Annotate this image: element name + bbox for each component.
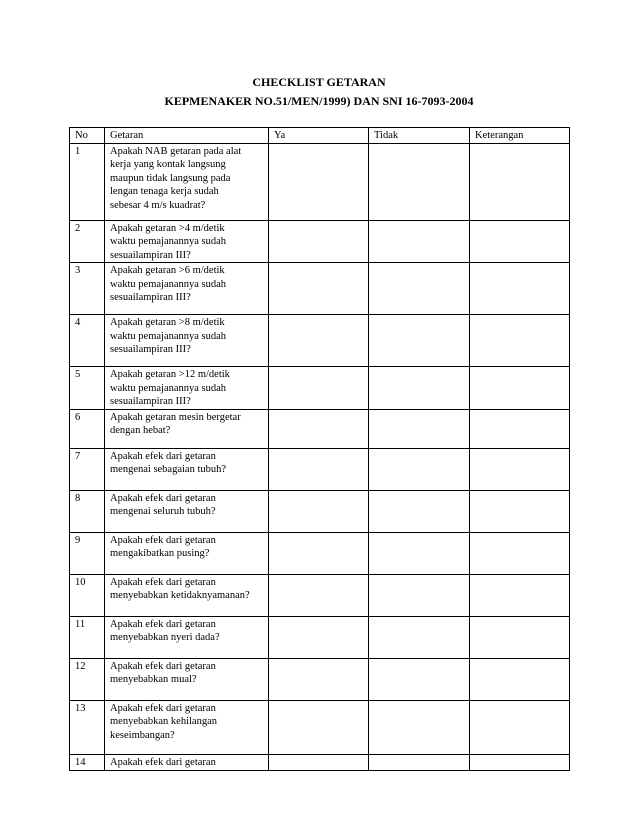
- question-line: sebesar 4 m/s kuadrat?: [110, 199, 206, 211]
- question-cell: [105, 616, 269, 658]
- question-line: mengakibatkan pusing?: [110, 548, 210, 559]
- row-number: 1: [70, 143, 105, 220]
- row-number: 10: [70, 574, 105, 616]
- ya-cell[interactable]: [269, 754, 369, 770]
- ya-cell[interactable]: [269, 220, 369, 263]
- question-line: sesuailampiran III?: [110, 396, 191, 407]
- document-title: CHECKLIST GETARAN: [252, 75, 386, 89]
- keterangan-cell[interactable]: [470, 574, 570, 616]
- question-line: maupun tidak langsung pada: [110, 172, 231, 184]
- checklist-table: [69, 127, 570, 771]
- keterangan-cell[interactable]: [470, 754, 570, 770]
- question-line: Apakah getaran mesin bergetar: [110, 411, 241, 423]
- row-number: 6: [70, 409, 105, 448]
- question-line: mengenai seluruh tubuh?: [110, 506, 216, 517]
- question-line: Apakah efek dari getaran: [110, 576, 216, 588]
- question-line: Apakah getaran >12 m/detik: [110, 369, 230, 380]
- question-line: menyebabkan kehilangan: [110, 716, 217, 727]
- tidak-cell[interactable]: [369, 658, 470, 700]
- ya-cell[interactable]: [269, 263, 369, 315]
- question-line: waktu pemajanannya sudah: [110, 330, 227, 342]
- row-number: 9: [70, 532, 105, 574]
- question-line: waktu pemajanannya sudah: [110, 382, 227, 394]
- keterangan-cell[interactable]: [470, 658, 570, 700]
- keterangan-cell[interactable]: [470, 220, 570, 263]
- tidak-cell[interactable]: [369, 574, 470, 616]
- ya-cell[interactable]: [269, 574, 369, 616]
- row-number: 3: [70, 263, 105, 315]
- row-number: 4: [70, 315, 105, 367]
- ya-cell[interactable]: [269, 448, 369, 490]
- question-cell: [105, 658, 269, 700]
- question-cell: [105, 409, 269, 448]
- ya-cell[interactable]: [269, 616, 369, 658]
- tidak-cell[interactable]: [369, 143, 470, 220]
- question-cell: [105, 263, 269, 315]
- header-tidak: Tidak: [369, 128, 470, 144]
- keterangan-cell[interactable]: [470, 490, 570, 532]
- keterangan-cell[interactable]: [470, 532, 570, 574]
- ya-cell[interactable]: [269, 367, 369, 410]
- question-line: dengan hebat?: [110, 425, 171, 436]
- header-getaran: Getaran: [105, 128, 269, 144]
- table-header-row: [70, 128, 570, 144]
- question-line: menyebabkan mual?: [110, 674, 197, 685]
- tidak-cell[interactable]: [369, 220, 470, 263]
- question-line: Apakah efek dari getaran: [110, 534, 216, 546]
- ya-cell[interactable]: [269, 700, 369, 754]
- question-line: keseimbangan?: [110, 729, 175, 741]
- tidak-cell[interactable]: [369, 490, 470, 532]
- keterangan-cell[interactable]: [470, 367, 570, 410]
- question-cell: [105, 574, 269, 616]
- question-cell: [105, 754, 269, 770]
- question-line: Apakah efek dari getaran: [110, 660, 216, 672]
- keterangan-cell[interactable]: [470, 263, 570, 315]
- tidak-cell[interactable]: [369, 754, 470, 770]
- question-line: kerja yang kontak langsung: [110, 159, 226, 170]
- keterangan-cell[interactable]: [470, 616, 570, 658]
- question-line: Apakah NAB getaran pada alat: [110, 145, 242, 157]
- question-line: waktu pemajanannya sudah: [110, 236, 227, 247]
- question-cell: [105, 490, 269, 532]
- question-cell: [105, 315, 269, 367]
- tidak-cell[interactable]: [369, 367, 470, 410]
- tidak-cell[interactable]: [369, 263, 470, 315]
- question-line: Apakah efek dari getaran: [110, 756, 216, 768]
- ya-cell[interactable]: [269, 143, 369, 220]
- question-cell: [105, 220, 269, 263]
- document-subtitle: KEPMENAKER NO.51/MEN/1999) DAN SNI 16-7093-2004: [164, 94, 474, 108]
- question-cell: [105, 367, 269, 410]
- question-cell: [105, 448, 269, 490]
- question-line: sesuailampiran III?: [110, 292, 191, 303]
- table-row: [70, 315, 570, 367]
- table-row: [70, 574, 570, 616]
- ya-cell[interactable]: [269, 315, 369, 367]
- table-row: [70, 367, 570, 410]
- ya-cell[interactable]: [269, 490, 369, 532]
- keterangan-cell[interactable]: [470, 143, 570, 220]
- keterangan-cell[interactable]: [470, 700, 570, 754]
- table-row: [70, 409, 570, 448]
- row-number: 2: [70, 220, 105, 263]
- header-keterangan: Keterangan: [470, 128, 570, 144]
- row-number: 13: [70, 700, 105, 754]
- row-number: 5: [70, 367, 105, 410]
- tidak-cell[interactable]: [369, 616, 470, 658]
- question-line: Apakah efek dari getaran: [110, 702, 216, 714]
- question-line: lengan tenaga kerja sudah: [110, 186, 219, 197]
- question-line: Apakah efek dari getaran: [110, 492, 216, 504]
- question-cell: [105, 532, 269, 574]
- tidak-cell[interactable]: [369, 700, 470, 754]
- question-line: sesuailampiran III?: [110, 249, 191, 261]
- keterangan-cell[interactable]: [470, 448, 570, 490]
- row-number: 8: [70, 490, 105, 532]
- tidak-cell[interactable]: [369, 409, 470, 448]
- question-line: menyebabkan ketidaknyamanan?: [110, 590, 250, 601]
- table-row: [70, 448, 570, 490]
- ya-cell[interactable]: [269, 658, 369, 700]
- question-line: Apakah getaran >6 m/detik: [110, 265, 225, 276]
- tidak-cell[interactable]: [369, 315, 470, 367]
- table-row: [70, 754, 570, 770]
- row-number: 12: [70, 658, 105, 700]
- table-row: [70, 700, 570, 754]
- question-line: Apakah getaran >4 m/detik: [110, 222, 225, 234]
- row-number: 14: [70, 754, 105, 770]
- ya-cell[interactable]: [269, 409, 369, 448]
- question-line: Apakah efek dari getaran: [110, 618, 216, 630]
- table-row: [70, 263, 570, 315]
- table-row: [70, 616, 570, 658]
- row-number: 11: [70, 616, 105, 658]
- question-line: sesuailampiran III?: [110, 344, 191, 355]
- table-row: [70, 143, 570, 220]
- question-line: mengenai sebagaian tubuh?: [110, 464, 227, 475]
- ya-cell[interactable]: [269, 532, 369, 574]
- question-line: menyebabkan nyeri dada?: [110, 632, 220, 643]
- table-row: [70, 532, 570, 574]
- keterangan-cell[interactable]: [470, 315, 570, 367]
- header-no: No: [70, 128, 105, 144]
- header-ya: Ya: [269, 128, 369, 144]
- question-line: waktu pemajanannya sudah: [110, 278, 227, 290]
- keterangan-cell[interactable]: [470, 409, 570, 448]
- row-number: 7: [70, 448, 105, 490]
- tidak-cell[interactable]: [369, 448, 470, 490]
- tidak-cell[interactable]: [369, 532, 470, 574]
- table-row: [70, 220, 570, 263]
- table-row: [70, 490, 570, 532]
- question-line: Apakah efek dari getaran: [110, 450, 216, 462]
- table-row: [70, 658, 570, 700]
- question-cell: [105, 700, 269, 754]
- question-cell: [105, 143, 269, 220]
- question-line: Apakah getaran >8 m/detik: [110, 317, 225, 328]
